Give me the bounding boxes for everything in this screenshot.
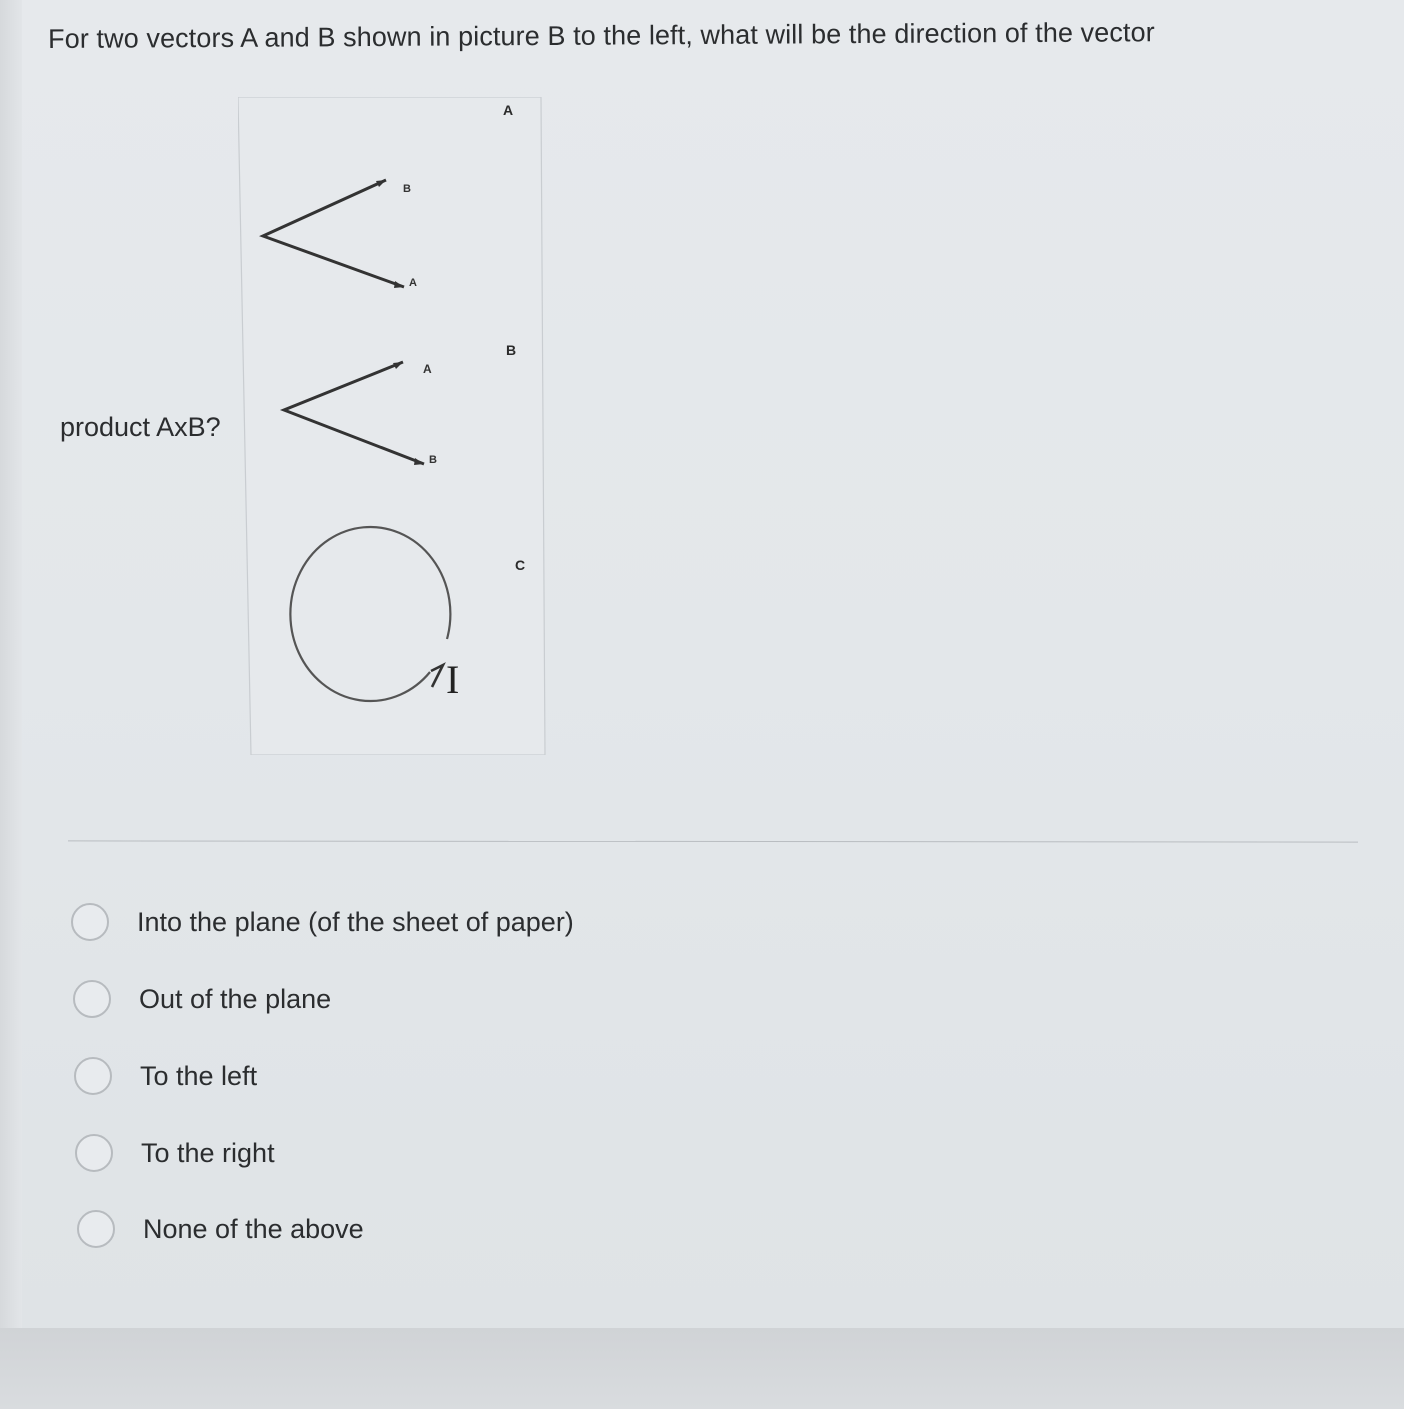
radio-button[interactable]: [73, 980, 111, 1018]
option-label: Out of the plane: [139, 983, 332, 1014]
panel-b-title: B: [506, 342, 517, 358]
figure-frame: [238, 97, 545, 755]
option-label: Into the plane (of the sheet of paper): [137, 906, 574, 937]
question-text-line1: For two vectors A and B shown in picture B to the left, what will be the direction of the vector: [48, 17, 1155, 54]
panel-a-label-b: B: [403, 183, 411, 195]
radio-button[interactable]: [75, 1134, 113, 1172]
option-label: To the right: [141, 1137, 275, 1168]
option-into-plane[interactable]: [71, 903, 574, 941]
vector-figure-svg: [238, 97, 546, 755]
current-label: I: [446, 657, 460, 702]
option-out-of-plane[interactable]: [73, 980, 331, 1018]
vector-figure: [238, 97, 546, 755]
panel-a-label-a: A: [409, 277, 417, 289]
radio-button[interactable]: [71, 903, 109, 941]
option-to-the-right[interactable]: [75, 1134, 275, 1172]
panel-b-label-b: B: [429, 454, 437, 466]
card-bottom-edge: [0, 1328, 1404, 1409]
option-to-the-left[interactable]: [74, 1057, 257, 1095]
question-text-line2: product AxB?: [60, 412, 221, 442]
option-label: To the left: [140, 1060, 258, 1091]
option-label: None of the above: [143, 1213, 364, 1244]
radio-button[interactable]: [77, 1210, 115, 1248]
panel-b-label-a: A: [423, 362, 432, 376]
card-left-edge: [0, 0, 22, 1330]
radio-button[interactable]: [74, 1057, 112, 1095]
panel-c-title: C: [515, 557, 526, 573]
option-none-of-the-above[interactable]: [77, 1210, 364, 1248]
panel-a-title: A: [503, 102, 514, 118]
